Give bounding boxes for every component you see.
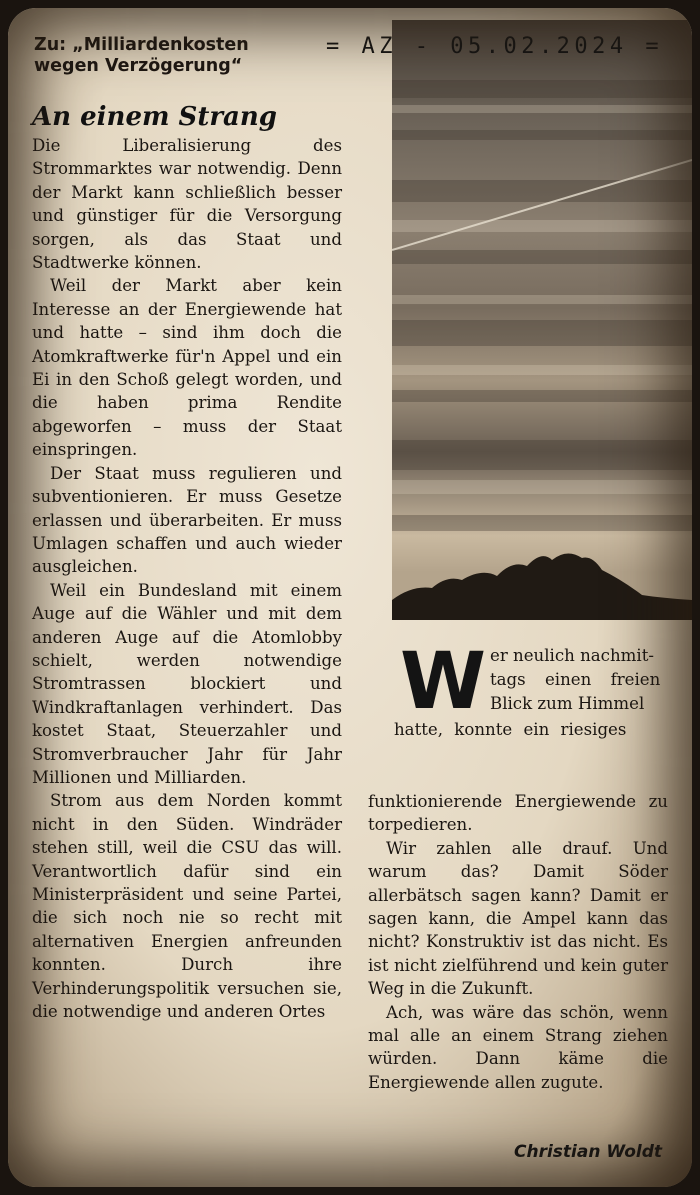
paragraph: Weil ein Bundesland mit einem Auge auf die Wähler und mit dem anderen Auge auf die Atomlobby schielt, werden notwendige Stromtrassen blockiert und Windkraftanlagen verhindert. Das kostet Staat, Steuerzahler und Stromverbraucher Jahr für Jahr Millionen und Milliarden. [32,580,342,787]
right-column [368,790,668,1094]
left-column [32,134,342,1023]
paragraph: Wir zahlen alle drauf. Und warum das? Damit Söder allerbätsch sagen kann? Damit er sagen kann, die Ampel kann das nicht? Konstruktiv ist das nicht. Es ist nicht zielführend und kein guter Weg in die Zukunft. [368,838,668,999]
sky-photo [392,20,692,620]
teaser-line: hatte, konnte ein riesiges [394,720,627,739]
author-signature: Christian Woldt [514,1142,662,1162]
teaser-line: er neulich nachmit- [490,646,654,665]
adjacent-article-teaser [394,637,686,768]
paragraph: Die Liberalisierung des Strommarktes war notwendig. Denn der Markt kann schließlich besser und günstiger für die Versorgung sorgen, als das Staat und Stadtwerke können. [32,136,342,273]
teaser-line: Blick zum Himmel [490,694,645,713]
headline: An einem Strang [32,102,277,132]
paragraph: Der Staat muss regulieren und subventionieren. Er muss Gesetze erlassen und überarbeiten. Er muss Umlagen schaffen und auch wieder ausgleichen. [32,463,342,577]
teaser-line: tags einen freien [490,670,661,689]
sky-photo-graphic [392,20,692,620]
reference-line-1: Zu: „Milliardenkosten [34,35,249,55]
reference-line-2: wegen Verzögerung“ [34,56,243,76]
newspaper-clipping [8,8,692,1187]
reference-line [34,35,249,77]
paragraph: Weil der Markt aber kein Interesse an der Energiewende hat und hatte – sind ihm doch die Atomkraftwerke für'n Appel und ein Ei in den Schoß gelegt worden, und die haben prima Rendite abgeworfen – muss der Staat einspringen. [32,276,342,460]
date-stamp: = AZ - 05.02.2024 = [326,34,664,59]
paragraph: funktionierende Energiewende zu torpedieren. [368,792,668,835]
drop-cap: W [400,637,487,727]
paragraph: Ach, was wäre das schön, wenn mal alle an einem Strang ziehen würden. Dann käme die Energiewende allen zugute. [368,1002,668,1092]
paragraph: Strom aus dem Norden kommt nicht in den Süden. Windräder stehen still, weil die CSU das will. Verantwortlich dafür sind ein Ministerpräsident und seine Partei, die sich noch nie so recht mit alternativen Energien anfreunden konnten. Durch ihre Verhinderungspolitik versuchen sie, die notwendige und anderen Ortes [32,791,342,1022]
